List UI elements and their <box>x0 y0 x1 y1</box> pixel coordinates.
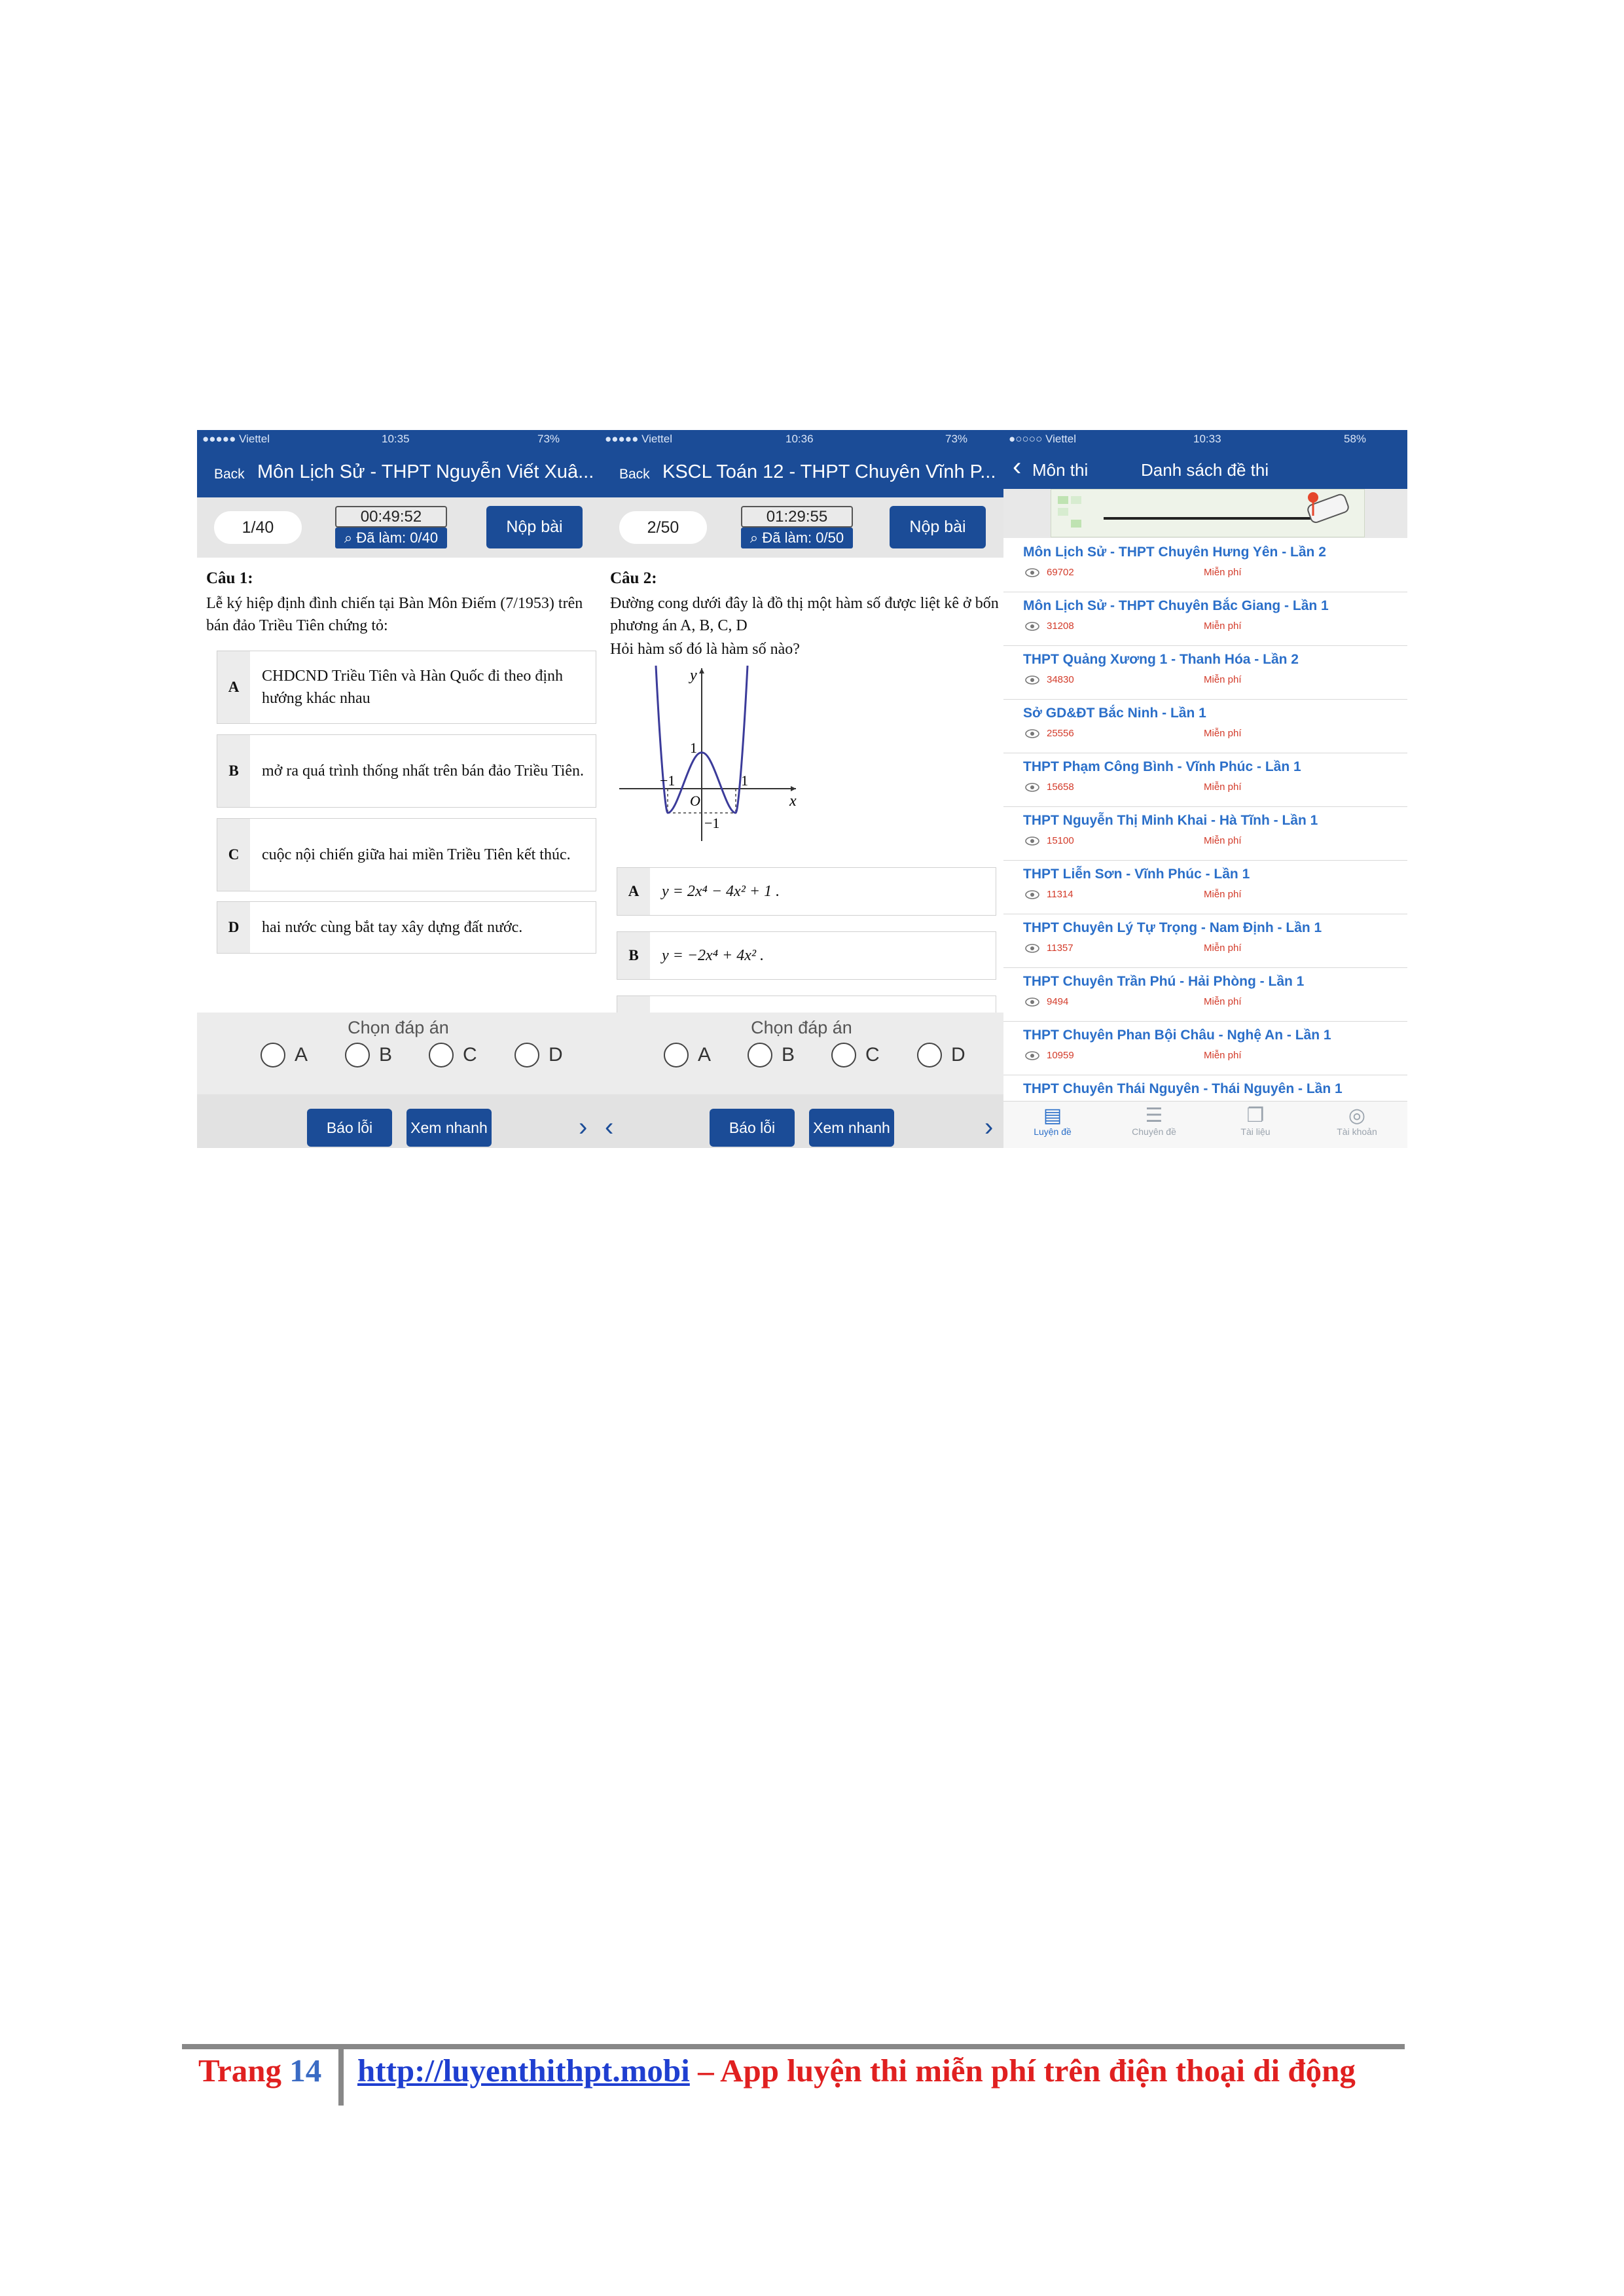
battery: 73% <box>537 433 560 445</box>
option-letter: A <box>217 651 250 723</box>
banner-image[interactable] <box>1051 489 1365 537</box>
eye-icon <box>1025 675 1039 685</box>
list-item[interactable] <box>1003 806 1407 861</box>
exam-views: 15100 <box>1047 835 1074 846</box>
option-text: hai nước cùng bắt tay xây dựng đất nước. <box>262 919 523 936</box>
list-item[interactable] <box>1003 645 1407 700</box>
option-d[interactable] <box>217 901 596 954</box>
exam-title: Môn Lịch Sử - THPT Chuyên Bắc Giang - Lần 1 <box>1023 598 1329 613</box>
list-icon: ☰ <box>1145 1105 1163 1126</box>
answered-label: Đã làm: 0/50 <box>762 529 844 546</box>
nav-bar <box>600 448 1003 497</box>
footer-divider <box>182 2044 1405 2049</box>
exam-title: THPT Liễn Sơn - Vĩnh Phúc - Lần 1 <box>1023 867 1250 882</box>
tab-label: Tài khoản <box>1337 1126 1377 1137</box>
option-c[interactable] <box>217 818 596 891</box>
option-letter: A <box>617 868 650 915</box>
answered-label: Đã làm: 0/40 <box>356 529 439 546</box>
nav-bar <box>197 448 600 497</box>
exam-title: THPT Chuyên Trần Phú - Hải Phòng - Lần 1 <box>1023 974 1305 989</box>
answer-picker <box>197 1013 600 1094</box>
option-text: CHDCND Triều Tiên và Hàn Quốc đi theo định hướng khác nhau <box>262 668 564 707</box>
exam-views: 11357 <box>1047 942 1074 954</box>
status-bar <box>600 430 1003 448</box>
radio-label: D <box>549 1044 563 1066</box>
page-title: KSCL Toán 12 - THPT Chuyên Vĩnh P... <box>662 461 996 482</box>
document-icon: ▤ <box>1043 1105 1062 1126</box>
radio-label: D <box>951 1044 965 1066</box>
list-item[interactable] <box>1003 1075 1407 1101</box>
list-item[interactable] <box>1003 592 1407 646</box>
user-icon: ◎ <box>1348 1105 1366 1126</box>
exam-title: Môn Lịch Sử - THPT Chuyên Hưng Yên - Lần 2 <box>1023 545 1326 560</box>
exam-title: THPT Nguyễn Thị Minh Khai - Hà Tĩnh - Lần 1 <box>1023 813 1318 828</box>
phone-screen-math-quiz <box>600 430 1003 1148</box>
bottom-bar <box>197 1094 600 1148</box>
radio-circle <box>429 1043 454 1067</box>
exam-views: 11314 <box>1047 889 1074 900</box>
exam-price: Miễn phí <box>1204 835 1242 846</box>
graph-label-neg-one-x: −1 <box>660 772 676 789</box>
answer-picker <box>600 1013 1003 1094</box>
choose-label: Chọn đáp án <box>348 1018 449 1037</box>
tab-label: Tài liệu <box>1240 1126 1271 1137</box>
clock: 10:35 <box>382 433 410 445</box>
search-icon: ⌕ <box>749 529 759 546</box>
battery: 58% <box>1344 433 1367 445</box>
list-item[interactable] <box>1003 753 1407 807</box>
back-button[interactable]: Back <box>214 467 245 482</box>
list-item[interactable] <box>1003 860 1407 914</box>
exam-views: 25556 <box>1047 728 1074 739</box>
exam-price: Miễn phí <box>1204 781 1242 793</box>
exam-title: THPT Quảng Xương 1 - Thanh Hóa - Lần 2 <box>1023 652 1299 667</box>
list-item[interactable] <box>1003 914 1407 968</box>
exam-price: Miễn phí <box>1204 996 1242 1007</box>
question-counter[interactable]: 1/40 <box>214 511 302 544</box>
prev-chevron-icon[interactable]: ‹ <box>605 1113 614 1141</box>
eye-icon <box>1025 836 1039 846</box>
report-button[interactable]: Báo lỗi <box>307 1109 392 1147</box>
radio-circle <box>261 1043 285 1067</box>
clock: 10:33 <box>1193 433 1221 445</box>
graph-label-neg-one-y: −1 <box>704 815 720 831</box>
radio-label: C <box>463 1044 477 1066</box>
exam-views: 34830 <box>1047 674 1074 685</box>
radio-circle <box>345 1043 370 1067</box>
exam-price: Miễn phí <box>1204 942 1242 954</box>
timer-box <box>335 506 447 548</box>
exam-views: 9494 <box>1047 996 1069 1007</box>
answered-count[interactable] <box>335 528 447 548</box>
footer-tagline: – App luyện thi miễn phí trên điện thoại di động <box>689 2053 1356 2089</box>
function-graph <box>619 666 803 842</box>
next-chevron-icon[interactable]: › <box>984 1113 994 1141</box>
tab-practice[interactable] <box>1017 1105 1089 1137</box>
radio-label: A <box>698 1044 712 1066</box>
list-item[interactable] <box>1003 1021 1407 1075</box>
option-text: y = 2x⁴ − 4x² + 1 . <box>662 883 780 900</box>
list-item[interactable] <box>1003 967 1407 1022</box>
tab-documents[interactable] <box>1219 1105 1291 1137</box>
exam-price: Miễn phí <box>1204 567 1242 578</box>
exam-views: 15658 <box>1047 781 1074 793</box>
quick-view-button[interactable]: Xem nhanh <box>406 1109 492 1147</box>
tab-label: Luyện đề <box>1034 1126 1072 1137</box>
footer-link[interactable]: http://luyenthithpt.mobi <box>357 2053 690 2089</box>
report-button[interactable]: Báo lỗi <box>710 1109 795 1147</box>
question-text: Lễ ký hiệp định đình chiến tại Bàn Môn Điếm (7/1953) trên bán đảo Triều Tiên chứng tỏ: <box>206 595 583 634</box>
status-bar <box>197 430 600 448</box>
back-button[interactable]: Môn thi <box>1032 460 1089 480</box>
eye-icon <box>1025 1051 1039 1060</box>
exam-title: THPT Chuyên Thái Nguyên - Thái Nguyên - Lần 1 <box>1023 1081 1343 1096</box>
banner-illustration-icon <box>1051 490 1364 537</box>
exam-price: Miễn phí <box>1204 620 1242 632</box>
exam-title: THPT Chuyên Lý Tự Trọng - Nam Định - Lần 1 <box>1023 920 1322 935</box>
radio-label: C <box>865 1044 880 1066</box>
option-text: mở ra quá trình thống nhất trên bán đảo Triều Tiên. <box>262 762 584 780</box>
eye-icon <box>1025 997 1039 1007</box>
answered-count[interactable] <box>741 528 853 548</box>
timer: 01:29:55 <box>741 506 853 528</box>
carrier: ●○○○○ Viettel <box>1009 433 1077 445</box>
submit-button[interactable]: Nộp bài <box>486 506 583 548</box>
tab-topics[interactable] <box>1118 1105 1190 1137</box>
submit-button[interactable]: Nộp bài <box>890 506 986 548</box>
radio-circle <box>514 1043 539 1067</box>
footer-page <box>198 2052 321 2089</box>
carrier: ●●●●● Viettel <box>202 433 270 445</box>
bottom-bar <box>600 1094 1003 1148</box>
option-text: y = −2x⁴ + 4x² . <box>662 947 765 964</box>
exam-title: THPT Chuyên Phan Bội Châu - Nghệ An - Lần 1 <box>1023 1028 1331 1043</box>
eye-icon <box>1025 568 1039 577</box>
option-a[interactable] <box>617 867 996 916</box>
graph-label-one-x: 1 <box>741 772 748 789</box>
phone-screen-history-quiz <box>197 430 600 1148</box>
radio-circle <box>664 1043 689 1067</box>
next-chevron-icon[interactable]: › <box>579 1113 588 1141</box>
question-counter[interactable]: 2/50 <box>619 511 707 544</box>
radio-label: B <box>782 1044 795 1066</box>
search-icon: ⌕ <box>344 529 353 546</box>
graph-label-one-y: 1 <box>690 740 697 756</box>
list-item[interactable] <box>1003 699 1407 753</box>
option-b[interactable] <box>617 931 996 980</box>
eye-icon <box>1025 622 1039 631</box>
exam-price: Miễn phí <box>1204 889 1242 900</box>
carrier: ●●●●● Viettel <box>605 433 673 445</box>
footer-vertical-divider <box>338 2049 344 2106</box>
option-a[interactable] <box>217 651 596 724</box>
quick-view-button[interactable]: Xem nhanh <box>809 1109 894 1147</box>
question-text: Đường cong dưới đây là đồ thị một hàm số được liệt kê ở bốn phương án A, B, C, D <box>610 595 999 634</box>
option-b[interactable] <box>217 734 596 808</box>
clock: 10:36 <box>785 433 814 445</box>
option-letter: B <box>217 735 250 807</box>
radio-label: B <box>379 1044 393 1066</box>
timer: 00:49:52 <box>335 506 447 528</box>
phone-screen-exam-list <box>1003 430 1407 1148</box>
nav-bar <box>1003 448 1407 489</box>
radio-circle <box>748 1043 772 1067</box>
exam-title: Sở GD&ĐT Bắc Ninh - Lần 1 <box>1023 706 1206 721</box>
exam-views: 10959 <box>1047 1050 1074 1061</box>
back-button[interactable]: Back <box>619 467 650 482</box>
tab-account[interactable] <box>1321 1105 1393 1137</box>
banner-area <box>1003 489 1407 538</box>
radio-circle <box>917 1043 942 1067</box>
quiz-toolbar <box>600 497 1003 558</box>
list-item[interactable] <box>1003 538 1407 592</box>
exam-price: Miễn phí <box>1204 674 1242 685</box>
exam-views: 69702 <box>1047 567 1074 578</box>
graph-label-y: y <box>690 667 697 684</box>
option-letter: C <box>217 819 250 891</box>
exam-price: Miễn phí <box>1204 728 1242 739</box>
exam-views: 31208 <box>1047 620 1074 632</box>
question-title: Câu 1: <box>206 569 253 587</box>
radio-circle <box>831 1043 856 1067</box>
page-title: Danh sách đề thi <box>1141 460 1269 480</box>
tab-label: Chuyên đề <box>1132 1126 1176 1137</box>
eye-icon <box>1025 783 1039 792</box>
graph-label-x: x <box>789 793 797 810</box>
choose-label: Chọn đáp án <box>751 1018 852 1037</box>
question-text-2: Hỏi hàm số đó là hàm số nào? <box>610 641 800 658</box>
status-bar <box>1003 430 1407 448</box>
option-letter: B <box>617 932 650 979</box>
battery: 73% <box>945 433 968 445</box>
back-chevron-icon[interactable]: ‹ <box>1013 452 1022 481</box>
graph-label-origin: O <box>690 793 700 809</box>
eye-icon <box>1025 729 1039 738</box>
timer-box <box>741 506 853 548</box>
option-text: cuộc nội chiến giữa hai miền Triều Tiên kết thúc. <box>262 846 571 863</box>
option-letter: D <box>217 902 250 953</box>
radio-label: A <box>295 1044 308 1066</box>
page-number: 14 <box>289 2053 322 2089</box>
quiz-toolbar <box>197 497 600 558</box>
footer-caption <box>357 2052 1356 2089</box>
eye-icon <box>1025 890 1039 899</box>
page-label: Trang <box>198 2053 282 2089</box>
eye-icon <box>1025 944 1039 953</box>
book-icon: ❐ <box>1246 1105 1265 1126</box>
question-title: Câu 2: <box>610 569 657 587</box>
tab-bar <box>1003 1101 1407 1148</box>
page-title: Môn Lịch Sử - THPT Nguyễn Viết Xuâ... <box>257 461 594 482</box>
exam-price: Miễn phí <box>1204 1050 1242 1061</box>
exam-title: THPT Phạm Công Bình - Vĩnh Phúc - Lần 1 <box>1023 759 1301 774</box>
